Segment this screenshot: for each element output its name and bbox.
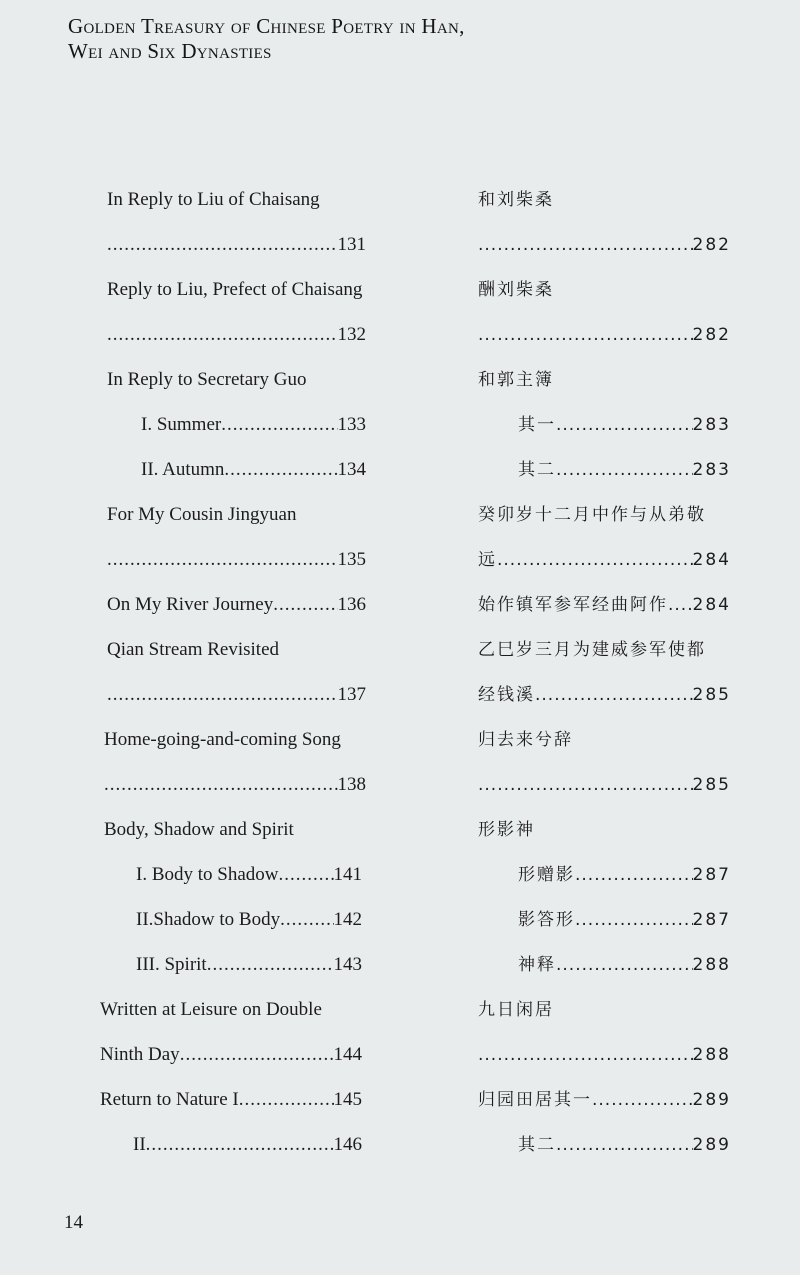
english-toc-title: On My River Journey — [107, 594, 274, 615]
chinese-toc-title: 癸卯岁十二月中作与从弟敬 — [478, 505, 706, 525]
chinese-toc-entry — [518, 1131, 731, 1159]
chinese-toc-title: 远 — [478, 550, 497, 570]
chinese-toc-title: 始作镇军参军经曲阿作 — [478, 595, 668, 615]
english-toc-page-number: 137 — [337, 684, 366, 705]
english-toc-leader-dots — [273, 591, 337, 619]
chinese-toc-title: 其二 — [518, 1135, 556, 1155]
english-toc-entry — [104, 726, 341, 754]
bleed-through-decoration — [560, 200, 760, 1120]
book-title-header — [68, 14, 708, 64]
english-toc-title: Return to Nature I — [100, 1089, 239, 1110]
chinese-toc-page-number: 289 — [692, 1135, 731, 1155]
chinese-toc-title: 其一 — [518, 415, 556, 435]
english-toc-entry — [107, 591, 366, 619]
chinese-toc-entry — [478, 186, 554, 214]
chinese-toc-title: 和刘柴桑 — [478, 190, 554, 210]
chinese-toc-page-number: 285 — [692, 775, 731, 795]
english-toc-entry — [136, 861, 362, 889]
chinese-toc-title: 经钱溪 — [478, 685, 535, 705]
english-toc-leader-dots — [221, 411, 337, 439]
chinese-toc-entry — [478, 276, 554, 304]
english-toc-title: In Reply to Secretary Guo — [107, 369, 307, 390]
english-toc-title: II.Shadow to Body — [136, 909, 281, 930]
english-toc-page-number: 131 — [337, 234, 366, 255]
english-toc-page-number: 141 — [333, 864, 362, 885]
english-toc-page-number: 138 — [337, 774, 366, 795]
chinese-toc-entry — [478, 366, 554, 394]
english-toc-entry — [107, 276, 362, 304]
english-toc-page-number: 135 — [337, 549, 366, 570]
english-toc-entry — [104, 816, 294, 844]
english-toc-entry — [107, 636, 279, 664]
english-toc-title: II. Autumn — [141, 459, 225, 480]
english-toc-entry — [107, 186, 320, 214]
english-toc-leader-dots — [279, 861, 334, 889]
english-toc-entry — [107, 321, 366, 349]
english-toc-title: I. Body to Shadow — [136, 864, 279, 885]
english-toc-entry — [141, 411, 366, 439]
english-toc-entry — [107, 681, 366, 709]
english-toc-page-number: 134 — [337, 459, 366, 480]
chinese-toc-entry — [478, 726, 573, 754]
chinese-toc-page-number: 288 — [692, 955, 731, 975]
english-toc-leader-dots — [107, 681, 338, 709]
english-toc-page-number: 143 — [333, 954, 362, 975]
chinese-toc-title: 归去来兮辞 — [478, 730, 573, 750]
chinese-toc-page-number: 284 — [692, 595, 731, 615]
chinese-toc-title: 其二 — [518, 460, 556, 480]
chinese-toc-page-number: 289 — [692, 1090, 731, 1110]
chinese-toc-title: 形赠影 — [518, 865, 575, 885]
english-toc-entry — [100, 1041, 362, 1069]
english-toc-entry — [107, 501, 297, 529]
english-toc-title: I. Summer — [141, 414, 222, 435]
english-toc-title: For My Cousin Jingyuan — [107, 504, 297, 525]
english-toc-leader-dots — [224, 456, 337, 484]
english-toc-leader-dots — [104, 771, 338, 799]
chinese-toc-page-number: 282 — [692, 235, 731, 255]
english-toc-page-number: 146 — [333, 1134, 362, 1155]
english-toc-page-number: 133 — [337, 414, 366, 435]
chinese-toc-page-number: 284 — [692, 550, 731, 570]
english-toc-leader-dots — [107, 231, 338, 259]
english-toc-page-number: 132 — [337, 324, 366, 345]
page-number: 14 — [64, 1212, 83, 1233]
chinese-toc-title: 和郭主簿 — [478, 370, 554, 390]
english-toc-leader-dots — [146, 1131, 334, 1159]
chinese-toc-page-number: 283 — [692, 415, 731, 435]
english-toc-leader-dots — [180, 1041, 334, 1069]
english-toc-entry — [141, 456, 366, 484]
chinese-toc-page-number: 283 — [692, 460, 731, 480]
chinese-toc-title: 形影神 — [478, 820, 535, 840]
chinese-toc-title: 乙巳岁三月为建威参军使都 — [478, 640, 706, 660]
chinese-toc-page-number: 287 — [692, 865, 731, 885]
english-toc-leader-dots — [107, 546, 338, 574]
english-toc-title: III. Spirit — [136, 954, 207, 975]
english-toc-page-number: 144 — [333, 1044, 362, 1065]
english-toc-title: Ninth Day — [100, 1044, 180, 1065]
chinese-toc-page-number: 288 — [692, 1045, 731, 1065]
book-title-line-1: Golden Treasury of Chinese Poetry in Han, — [68, 14, 465, 38]
book-title-line-2: Wei and Six Dynasties — [68, 39, 272, 63]
english-toc-entry — [107, 231, 366, 259]
english-toc-title: Qian Stream Revisited — [107, 639, 280, 660]
english-toc-entry — [107, 366, 306, 394]
english-toc-page-number: 145 — [333, 1089, 362, 1110]
english-toc-entry — [136, 951, 362, 979]
english-toc-title: Written at Leisure on Double — [100, 999, 322, 1020]
english-toc-entry — [104, 771, 366, 799]
chinese-toc-title: 影答形 — [518, 910, 575, 930]
english-toc-page-number: 136 — [337, 594, 366, 615]
english-toc-title: Reply to Liu, Prefect of Chaisang — [107, 279, 363, 300]
english-toc-title: II — [133, 1134, 146, 1155]
chinese-toc-title: 神释 — [518, 955, 556, 975]
chinese-toc-entry — [478, 996, 554, 1024]
chinese-toc-title: 归园田居其一 — [478, 1090, 592, 1110]
chinese-toc-title: 酬刘柴桑 — [478, 280, 554, 300]
chinese-toc-entry — [478, 816, 535, 844]
english-toc-title: Home-going-and-coming Song — [104, 729, 341, 750]
english-toc-leader-dots — [207, 951, 334, 979]
english-toc-leader-dots — [280, 906, 333, 934]
english-toc-entry — [100, 996, 322, 1024]
chinese-toc-leader-dots — [556, 1131, 693, 1159]
english-toc-leader-dots — [239, 1086, 334, 1114]
english-toc-entry — [107, 546, 366, 574]
english-toc-title: Body, Shadow and Spirit — [104, 819, 294, 840]
english-toc-title: In Reply to Liu of Chaisang — [107, 189, 320, 210]
english-toc-entry — [136, 906, 362, 934]
chinese-toc-page-number: 285 — [692, 685, 731, 705]
english-toc-page-number: 142 — [333, 909, 362, 930]
english-toc-entry — [100, 1086, 362, 1114]
english-toc-leader-dots — [107, 321, 338, 349]
chinese-toc-page-number: 287 — [692, 910, 731, 930]
chinese-toc-page-number: 282 — [692, 325, 731, 345]
chinese-toc-title: 九日闲居 — [478, 1000, 554, 1020]
english-toc-entry — [133, 1131, 362, 1159]
